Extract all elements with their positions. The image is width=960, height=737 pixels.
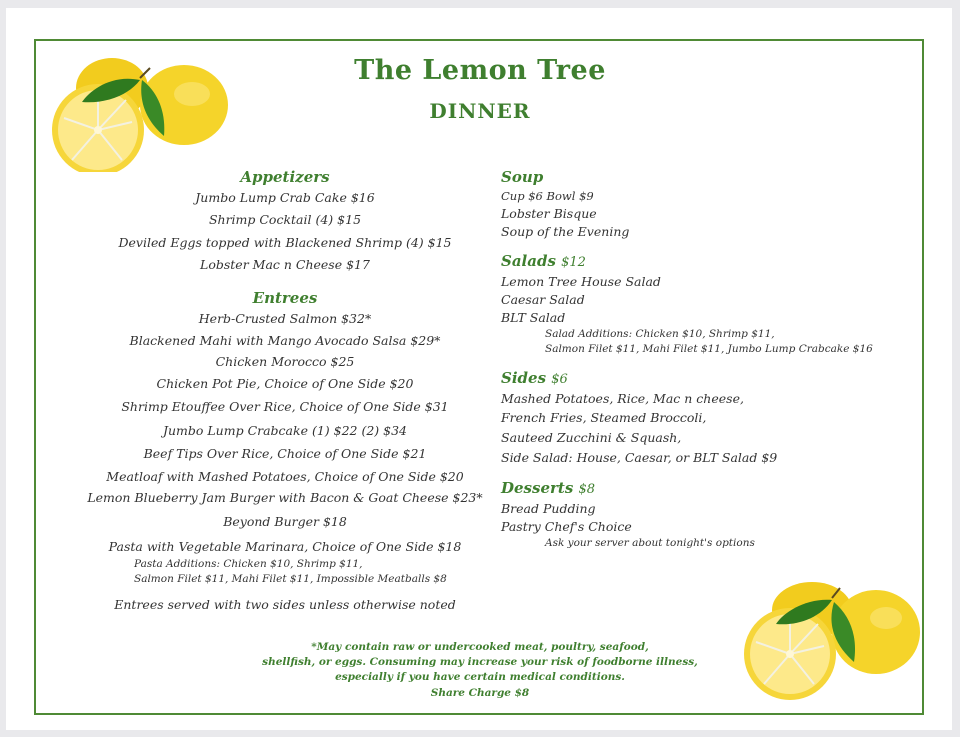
entrees-footer-note: Entrees served with two sides unless otherwise noted (114, 597, 456, 612)
menu-item: Cup $6 Bowl $9 (501, 189, 594, 203)
share-charge: Share Charge $8 (430, 687, 530, 699)
salad-additions-line: Salmon Filet $11, Mahi Filet $11, Jumbo Lump Crabcake $16 (545, 343, 873, 355)
menu-item: Bread Pudding (501, 501, 596, 516)
restaurant-title: The Lemon Tree (354, 55, 606, 86)
menu-item: Pasta with Vegetable Marinara, Choice of One Side $18 (108, 539, 462, 554)
menu-item: Lemon Blueberry Jam Burger with Bacon & Goat Cheese $23* (87, 490, 483, 505)
menu-item: Blackened Mahi with Mango Avocado Salsa $29* (129, 333, 441, 348)
salad-additions-line: Salad Additions: Chicken $10, Shrimp $11, (545, 328, 775, 340)
disclaimer-line: especially if you have certain medical conditions. (335, 671, 625, 683)
soup-heading: Soup (501, 168, 544, 186)
menu-item: BLT Salad (501, 310, 566, 325)
menu-item: Side Salad: House, Caesar, or BLT Salad $9 (501, 450, 778, 465)
menu-item: Shrimp Etouffee Over Rice, Choice of One Side $31 (121, 399, 449, 414)
desserts-price: $8 (578, 482, 596, 497)
menu-item: Soup of the Evening (501, 224, 630, 239)
menu-item: Lemon Tree House Salad (501, 274, 661, 289)
menu-item: Lobster Mac n Cheese $17 (200, 257, 370, 272)
menu-item: Chicken Pot Pie, Choice of One Side $20 (156, 376, 414, 391)
menu-item: Deviled Eggs topped with Blackened Shrimp (4) $15 (118, 235, 452, 250)
salads-heading (501, 252, 586, 270)
menu-item: Jumbo Lump Crabcake (1) $22 (2) $34 (162, 423, 408, 438)
lemon-illustration-bottom (736, 578, 922, 700)
menu-item: Beyond Burger $18 (223, 514, 347, 529)
disclaimer-line: *May contain raw or undercooked meat, poultry, seafood, (311, 641, 649, 653)
pasta-additions-line: Pasta Additions: Chicken $10, Shrimp $11, (134, 558, 363, 570)
menu-item: Sauteed Zucchini & Squash, (501, 430, 682, 445)
desserts-note: Ask your server about tonight's options (545, 537, 755, 549)
menu-item: Herb-Crusted Salmon $32* (198, 311, 372, 326)
menu-item: Chicken Morocco $25 (215, 354, 355, 369)
menu-item: Lobster Bisque (501, 206, 597, 221)
appetizers-heading: Appetizers (240, 168, 330, 186)
sides-heading (501, 369, 568, 387)
pasta-additions-line: Salmon Filet $11, Mahi Filet $11, Impossible Meatballs $8 (134, 573, 447, 585)
menu-item: French Fries, Steamed Broccoli, (501, 410, 707, 425)
menu-item: Shrimp Cocktail (4) $15 (208, 212, 362, 227)
menu-item: Pastry Chef's Choice (501, 519, 632, 534)
entrees-heading: Entrees (252, 289, 318, 307)
menu-item: Caesar Salad (501, 292, 585, 307)
menu-subtitle: DINNER (429, 99, 531, 123)
menu-item: Jumbo Lump Crab Cake $16 (195, 190, 375, 205)
menu-item: Mashed Potatoes, Rice, Mac n cheese, (501, 391, 744, 406)
salads-price: $12 (561, 255, 586, 270)
desserts-heading-label: Desserts (501, 479, 574, 497)
sides-heading-label: Sides (501, 369, 547, 387)
desserts-heading (501, 479, 595, 497)
menu-item: Meatloaf with Mashed Potatoes, Choice of One Side $20 (106, 469, 464, 484)
salads-heading-label: Salads (501, 252, 556, 270)
sides-price: $6 (551, 372, 568, 387)
menu-item: Beef Tips Over Rice, Choice of One Side $21 (143, 446, 427, 461)
disclaimer-line: shellfish, or eggs. Consuming may increase your risk of foodborne illness, (262, 656, 698, 668)
